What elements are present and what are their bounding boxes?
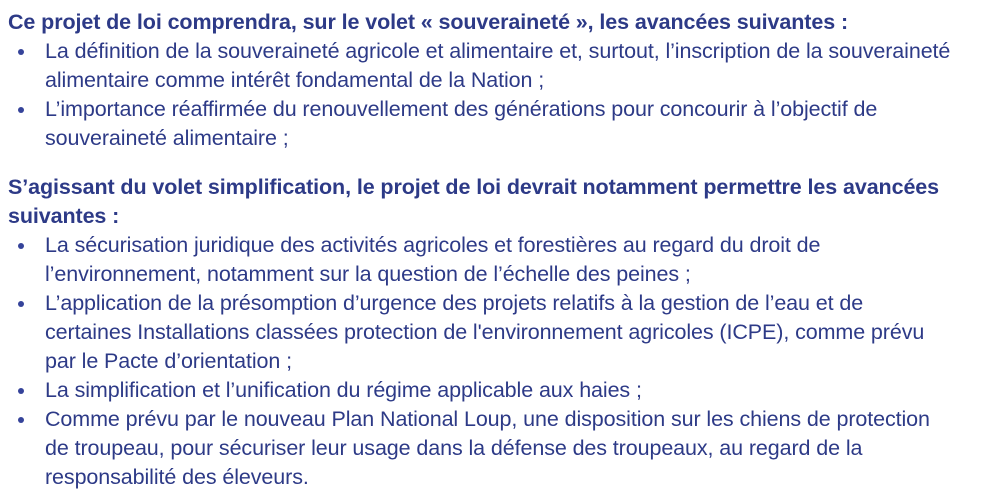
souverainete-bullet-list xyxy=(8,37,952,153)
bullet-text: La simplification et l’unification du régime applicable aux haies ; xyxy=(45,378,642,402)
list-item xyxy=(8,95,952,153)
bullet-text: La définition de la souveraineté agricole et alimentaire et, surtout, l’inscription de la souveraineté alimentaire comme intérêt fondamental de la Nation ; xyxy=(45,39,951,92)
simplification-bullet-list xyxy=(8,231,952,492)
bullet-text: L’application de la présomption d’urgence des projets relatifs à la gestion de l’eau et de certaines Installations classées protection de l'environnement agricoles (ICPE), comme prévu par le Pacte d’orientation ; xyxy=(45,291,925,373)
bullet-text: La sécurisation juridique des activités agricoles et forestières au regard du droit de l’environnement, notamment sur la question de l’échelle des peines ; xyxy=(45,233,821,286)
list-item xyxy=(8,231,952,289)
list-item xyxy=(8,376,952,405)
bullet-text: L’importance réaffirmée du renouvellement des générations pour concourir à l’objectif de souveraineté alimentaire ; xyxy=(45,97,878,150)
section-souverainete xyxy=(8,8,952,153)
list-item xyxy=(8,37,952,95)
list-item xyxy=(8,289,952,376)
list-item xyxy=(8,405,952,492)
bullet-text: Comme prévu par le nouveau Plan National Loup, une disposition sur les chiens de protection de troupeau, pour sécuriser leur usage dans la défense des troupeaux, au regard de la responsabilité des éleveurs. xyxy=(45,407,930,489)
section-souverainete-heading: Ce projet de loi comprendra, sur le volet « souveraineté », les avancées suivantes : xyxy=(8,10,849,34)
section-simplification xyxy=(8,173,952,492)
section-simplification-heading: S’agissant du volet simplification, le projet de loi devrait notamment permettre les avancées suivantes : xyxy=(8,175,940,228)
